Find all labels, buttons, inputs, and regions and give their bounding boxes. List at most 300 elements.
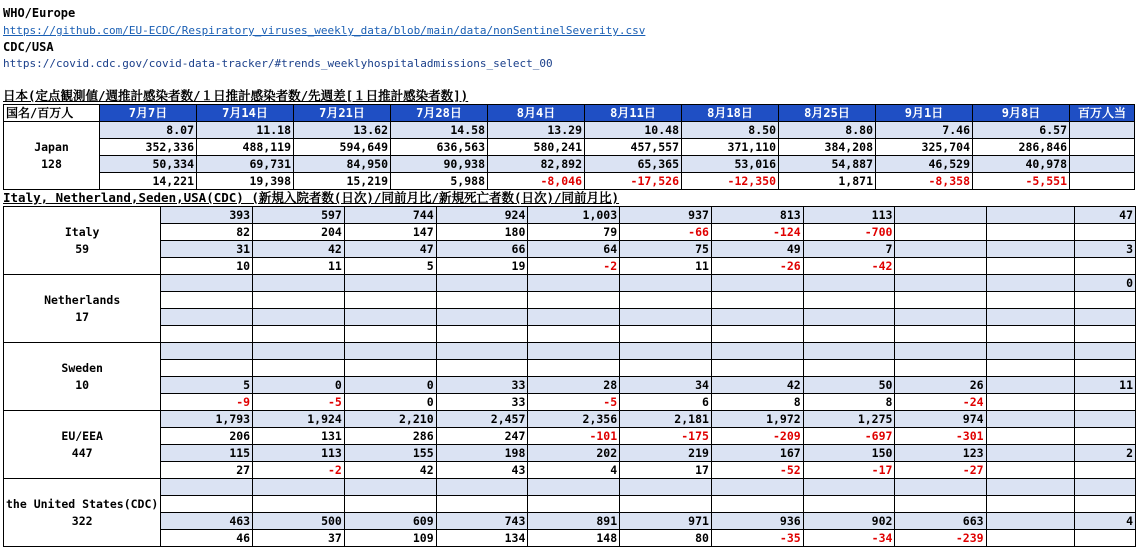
per-million-cell (1075, 411, 1136, 428)
value-cell (895, 343, 986, 360)
value-cell (986, 445, 1075, 462)
value-cell (986, 479, 1075, 496)
column-header-date: 7月28日 (391, 105, 488, 122)
value-cell: -17,526 (585, 173, 682, 190)
value-cell: 744 (344, 207, 436, 224)
country-name: the United States(CDC) (6, 496, 159, 511)
value-cell (803, 343, 895, 360)
value-cell (528, 496, 620, 513)
value-cell: -301 (895, 428, 986, 445)
per-million-cell (1075, 309, 1136, 326)
per-million-cell (1070, 173, 1135, 190)
value-cell: -35 (711, 530, 803, 547)
value-cell (803, 309, 895, 326)
value-cell: 5,988 (391, 173, 488, 190)
value-cell (436, 292, 528, 309)
column-header-date: 8月25日 (779, 105, 876, 122)
value-cell: -24 (895, 394, 986, 411)
value-cell: 8 (803, 394, 895, 411)
table-row (4, 428, 1136, 445)
per-million-cell (1070, 139, 1135, 156)
value-cell: 202 (528, 445, 620, 462)
value-cell: 206 (161, 428, 253, 445)
value-cell: 82,892 (488, 156, 585, 173)
value-cell (620, 326, 712, 343)
value-cell: 28 (528, 377, 620, 394)
value-cell (986, 513, 1075, 530)
table-row (4, 241, 1136, 258)
value-cell: 150 (803, 445, 895, 462)
value-cell (344, 496, 436, 513)
value-cell: -209 (711, 428, 803, 445)
per-million-cell: 3 (1075, 241, 1136, 258)
value-cell: 46 (161, 530, 253, 547)
table-row (4, 530, 1136, 547)
value-cell (895, 496, 986, 513)
value-cell (528, 309, 620, 326)
value-cell: 7.46 (876, 122, 973, 139)
value-cell: 937 (620, 207, 712, 224)
value-cell (986, 496, 1075, 513)
country-population: 128 (41, 156, 62, 171)
per-million-cell (1075, 462, 1136, 479)
value-cell (253, 326, 345, 343)
value-cell: 1,003 (528, 207, 620, 224)
country-cell (4, 275, 161, 343)
value-cell: 286,846 (973, 139, 1070, 156)
value-cell: 53,016 (682, 156, 779, 173)
value-cell: 5 (161, 377, 253, 394)
value-cell: 11.18 (197, 122, 294, 139)
value-cell (528, 275, 620, 292)
value-cell (986, 275, 1075, 292)
value-cell: 33 (436, 377, 528, 394)
value-cell (803, 496, 895, 513)
value-cell (344, 326, 436, 343)
value-cell: 198 (436, 445, 528, 462)
value-cell: 11 (620, 258, 712, 275)
column-header-date: 8月18日 (682, 105, 779, 122)
per-million-cell (1075, 394, 1136, 411)
column-header-country: 国名/百万人 (4, 105, 100, 122)
value-cell: 115 (161, 445, 253, 462)
value-cell: -9 (161, 394, 253, 411)
value-cell: 594,649 (294, 139, 391, 156)
value-cell: -2 (253, 462, 345, 479)
table-row (4, 122, 1135, 139)
value-cell: 19,398 (197, 173, 294, 190)
value-cell: -239 (895, 530, 986, 547)
value-cell: 6 (620, 394, 712, 411)
value-cell (895, 292, 986, 309)
table-row (4, 496, 1136, 513)
value-cell: -8,358 (876, 173, 973, 190)
value-cell: 6.57 (973, 122, 1070, 139)
value-cell: 13.62 (294, 122, 391, 139)
value-cell: 65,365 (585, 156, 682, 173)
column-header-date: 7月14日 (197, 105, 294, 122)
value-cell: 2,356 (528, 411, 620, 428)
table-row (4, 462, 1136, 479)
per-million-cell: 4 (1075, 513, 1136, 530)
value-cell: 1,871 (779, 173, 876, 190)
value-cell: 148 (528, 530, 620, 547)
cdc-data-link[interactable]: https://covid.cdc.gov/covid-data-tracker/#trends_weeklyhospitaladmissions_select_00 (3, 57, 553, 70)
table-row (4, 445, 1136, 462)
value-cell (620, 479, 712, 496)
table-row (4, 360, 1136, 377)
country-cell (4, 343, 161, 411)
value-cell (161, 360, 253, 377)
per-million-cell (1075, 360, 1136, 377)
value-cell (161, 479, 253, 496)
value-cell: 155 (344, 445, 436, 462)
value-cell: 1,275 (803, 411, 895, 428)
value-cell: 27 (161, 462, 253, 479)
value-cell: 1,924 (253, 411, 345, 428)
value-cell (986, 258, 1075, 275)
value-cell (986, 411, 1075, 428)
value-cell (895, 326, 986, 343)
table-row (4, 513, 1136, 530)
value-cell (436, 496, 528, 513)
value-cell (803, 292, 895, 309)
value-cell: 131 (253, 428, 345, 445)
value-cell (253, 275, 345, 292)
country-population: 10 (75, 377, 90, 392)
value-cell: 384,208 (779, 139, 876, 156)
per-million-cell (1075, 326, 1136, 343)
value-cell: 134 (436, 530, 528, 547)
value-cell: -101 (528, 428, 620, 445)
value-cell (161, 326, 253, 343)
value-cell (253, 343, 345, 360)
value-cell (620, 309, 712, 326)
per-million-cell: 11 (1075, 377, 1136, 394)
value-cell: -52 (711, 462, 803, 479)
country-name: Sweden (61, 360, 103, 375)
value-cell: -27 (895, 462, 986, 479)
value-cell (528, 479, 620, 496)
value-cell (253, 292, 345, 309)
table-row (4, 224, 1136, 241)
value-cell: 147 (344, 224, 436, 241)
value-cell: 113 (253, 445, 345, 462)
value-cell: -175 (620, 428, 712, 445)
value-cell: 37 (253, 530, 345, 547)
value-cell: 743 (436, 513, 528, 530)
value-cell: -26 (711, 258, 803, 275)
value-cell: 2,210 (344, 411, 436, 428)
who-europe-label: WHO/Europe (3, 6, 76, 20)
others-section-title: Italy, Netherland,Seden,USA(CDC) (新規入院者数(日次)/同前月比/新規死亡者数(日次)/同前月比) (3, 190, 620, 205)
japan-section-title: 日本(定点観測値/週推計感染者数/１日推計感染者数/先週差[１日推計感染者数]) (3, 88, 469, 103)
per-million-cell (1075, 479, 1136, 496)
value-cell (986, 309, 1075, 326)
value-cell: 84,950 (294, 156, 391, 173)
value-cell (986, 224, 1075, 241)
others-table (3, 206, 1136, 547)
value-cell (161, 343, 253, 360)
per-million-cell: 0 (1075, 275, 1136, 292)
value-cell: 813 (711, 207, 803, 224)
country-cell (4, 411, 161, 479)
value-cell: 109 (344, 530, 436, 547)
country-name: EU/EEA (61, 428, 103, 443)
value-cell (436, 275, 528, 292)
country-population: 17 (75, 309, 90, 324)
value-cell: 457,557 (585, 139, 682, 156)
value-cell: 0 (253, 377, 345, 394)
value-cell (161, 275, 253, 292)
value-cell (986, 530, 1075, 547)
value-cell: 902 (803, 513, 895, 530)
value-cell (528, 360, 620, 377)
table-row (4, 207, 1136, 224)
value-cell: 352,336 (100, 139, 197, 156)
table-row (4, 139, 1135, 156)
column-header-date: 7月7日 (100, 105, 197, 122)
value-cell: 50,334 (100, 156, 197, 173)
value-cell (620, 292, 712, 309)
value-cell: 1,793 (161, 411, 253, 428)
value-cell (344, 275, 436, 292)
value-cell (436, 360, 528, 377)
value-cell: 10.48 (585, 122, 682, 139)
per-million-cell (1075, 530, 1136, 547)
value-cell: 7 (803, 241, 895, 258)
value-cell: -8,046 (488, 173, 585, 190)
per-million-cell: 47 (1075, 207, 1136, 224)
value-cell: -697 (803, 428, 895, 445)
table-row (4, 377, 1136, 394)
column-header-date: 9月8日 (973, 105, 1070, 122)
per-million-cell (1070, 122, 1135, 139)
value-cell: -2 (528, 258, 620, 275)
value-cell (161, 309, 253, 326)
value-cell: 597 (253, 207, 345, 224)
value-cell: 286 (344, 428, 436, 445)
value-cell (344, 343, 436, 360)
value-cell: -5 (528, 394, 620, 411)
value-cell: 80 (620, 530, 712, 547)
value-cell (161, 496, 253, 513)
value-cell (895, 479, 986, 496)
value-cell: 1,972 (711, 411, 803, 428)
value-cell: 90,938 (391, 156, 488, 173)
value-cell: 924 (436, 207, 528, 224)
value-cell (986, 377, 1075, 394)
value-cell (620, 343, 712, 360)
value-cell (986, 462, 1075, 479)
value-cell: 14,221 (100, 173, 197, 190)
value-cell (986, 428, 1075, 445)
value-cell (895, 275, 986, 292)
country-cell (4, 207, 161, 275)
value-cell: 49 (711, 241, 803, 258)
value-cell: 8.80 (779, 122, 876, 139)
value-cell (986, 394, 1075, 411)
value-cell (986, 360, 1075, 377)
value-cell: 488,119 (197, 139, 294, 156)
country-name: Japan (34, 139, 69, 154)
value-cell (620, 275, 712, 292)
value-cell (344, 479, 436, 496)
per-million-cell (1075, 496, 1136, 513)
value-cell: 0 (344, 377, 436, 394)
value-cell: 79 (528, 224, 620, 241)
per-million-cell: 2 (1075, 445, 1136, 462)
value-cell (986, 326, 1075, 343)
value-cell: 123 (895, 445, 986, 462)
value-cell (253, 496, 345, 513)
value-cell (711, 479, 803, 496)
value-cell: -34 (803, 530, 895, 547)
value-cell: 42 (253, 241, 345, 258)
japan-table (3, 104, 1135, 190)
value-cell (803, 275, 895, 292)
value-cell (895, 207, 986, 224)
value-cell (528, 326, 620, 343)
value-cell (986, 207, 1075, 224)
country-cell (4, 479, 161, 547)
value-cell (711, 292, 803, 309)
column-header-date: 8月4日 (488, 105, 585, 122)
value-cell: 10 (161, 258, 253, 275)
value-cell (253, 479, 345, 496)
value-cell (986, 343, 1075, 360)
value-cell: 42 (344, 462, 436, 479)
value-cell: 663 (895, 513, 986, 530)
value-cell: 463 (161, 513, 253, 530)
value-cell (711, 360, 803, 377)
value-cell: 82 (161, 224, 253, 241)
value-cell: 40,978 (973, 156, 1070, 173)
value-cell: -17 (803, 462, 895, 479)
country-name: Netherlands (44, 292, 121, 307)
value-cell (803, 360, 895, 377)
value-cell (986, 292, 1075, 309)
who-data-link[interactable]: https://github.com/EU-ECDC/Respiratory_viruses_weekly_data/blob/main/data/nonSentinelSeverity.csv (3, 24, 646, 37)
table-row (4, 309, 1136, 326)
value-cell: -12,350 (682, 173, 779, 190)
value-cell: 167 (711, 445, 803, 462)
value-cell: 26 (895, 377, 986, 394)
table-row (4, 394, 1136, 411)
value-cell (895, 241, 986, 258)
value-cell: 17 (620, 462, 712, 479)
value-cell: 64 (528, 241, 620, 258)
value-cell (803, 479, 895, 496)
value-cell: 33 (436, 394, 528, 411)
value-cell (803, 326, 895, 343)
value-cell: -5,551 (973, 173, 1070, 190)
per-million-cell (1075, 258, 1136, 275)
value-cell: 180 (436, 224, 528, 241)
value-cell (895, 309, 986, 326)
value-cell: 43 (436, 462, 528, 479)
value-cell (620, 496, 712, 513)
column-header-date: 7月21日 (294, 105, 391, 122)
value-cell: 4 (528, 462, 620, 479)
value-cell (344, 292, 436, 309)
value-cell: 0 (344, 394, 436, 411)
value-cell (436, 309, 528, 326)
country-population: 447 (71, 445, 93, 460)
value-cell (895, 258, 986, 275)
value-cell: 47 (344, 241, 436, 258)
value-cell (436, 343, 528, 360)
table-row (4, 275, 1136, 292)
value-cell: 14.58 (391, 122, 488, 139)
value-cell: 19 (436, 258, 528, 275)
value-cell: 891 (528, 513, 620, 530)
value-cell (253, 309, 345, 326)
value-cell: 13.29 (488, 122, 585, 139)
value-cell (986, 241, 1075, 258)
value-cell: 971 (620, 513, 712, 530)
value-cell (711, 309, 803, 326)
value-cell (253, 360, 345, 377)
value-cell: 66 (436, 241, 528, 258)
value-cell: 636,563 (391, 139, 488, 156)
value-cell (711, 326, 803, 343)
country-population: 322 (71, 513, 93, 528)
table-row (4, 173, 1135, 190)
value-cell: 936 (711, 513, 803, 530)
table-row (4, 156, 1135, 173)
value-cell: 75 (620, 241, 712, 258)
value-cell: -5 (253, 394, 345, 411)
value-cell: 204 (253, 224, 345, 241)
value-cell (436, 479, 528, 496)
value-cell: -124 (711, 224, 803, 241)
value-cell: 8.50 (682, 122, 779, 139)
value-cell: 113 (803, 207, 895, 224)
table-row (4, 326, 1136, 343)
country-name: Italy (64, 224, 100, 239)
value-cell (528, 343, 620, 360)
value-cell (436, 326, 528, 343)
table-row (4, 292, 1136, 309)
value-cell: 8.07 (100, 122, 197, 139)
value-cell: 371,110 (682, 139, 779, 156)
value-cell: 46,529 (876, 156, 973, 173)
value-cell: 2,457 (436, 411, 528, 428)
column-header-date: 9月1日 (876, 105, 973, 122)
value-cell: 34 (620, 377, 712, 394)
value-cell: -66 (620, 224, 712, 241)
per-million-cell (1070, 156, 1135, 173)
per-million-cell (1075, 428, 1136, 445)
per-million-cell (1075, 292, 1136, 309)
value-cell (895, 360, 986, 377)
column-header-per-million: 百万人当 (1070, 105, 1135, 122)
country-cell (4, 122, 100, 190)
value-cell (528, 292, 620, 309)
value-cell: 69,731 (197, 156, 294, 173)
value-cell: 42 (711, 377, 803, 394)
value-cell (344, 360, 436, 377)
value-cell (711, 343, 803, 360)
value-cell (711, 275, 803, 292)
cdc-usa-label: CDC/USA (3, 40, 54, 54)
per-million-cell (1075, 224, 1136, 241)
value-cell: 393 (161, 207, 253, 224)
value-cell: 500 (253, 513, 345, 530)
value-cell: 11 (253, 258, 345, 275)
value-cell: 8 (711, 394, 803, 411)
